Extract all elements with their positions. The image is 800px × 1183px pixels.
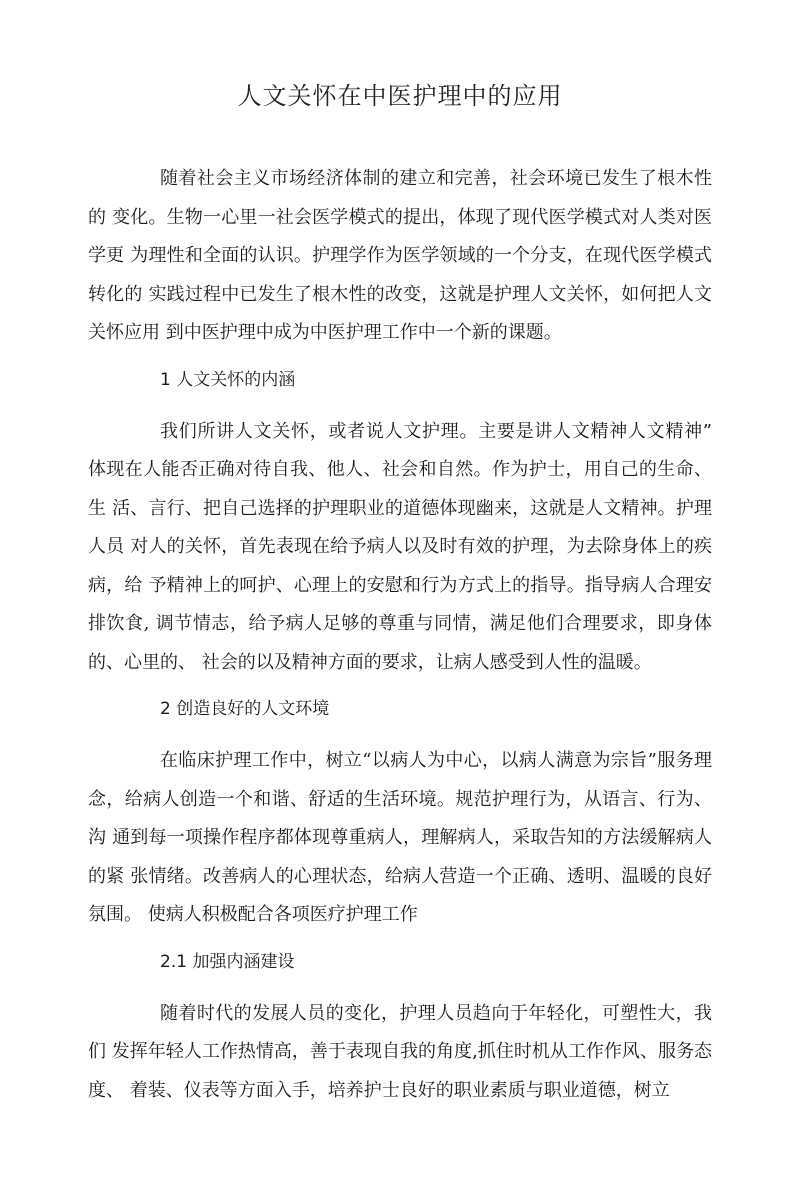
section-heading-2-1: 2.1 加强内涵建设 xyxy=(160,951,295,972)
section-1-paragraph: 我们所讲人文关怀，或者说人文护理。主要是讲人文精神人文精神” 体现在人能否正确对待自我、他人、社会和自然。作为护士，用自己的生命、生 活、言行、把自己选择的护理职业的道德体现幽来，这就是人文精神。护理人员 对人的关怀，首先表现在给予病人以及时有效的护理，为去除身体上的疾病，给 予精神上的呵护、心理上的安慰和行为方式上的指导。指导病人合理安排饮食, 调节情志，给予病人足够的尊重与同情，满足他们合理要求，即身体的、心里的、 社会的以及精神方面的要求，让病人感受到人性的温暖。 xyxy=(88,420,712,673)
document-title: 人文关怀在中医护理中的应用 xyxy=(237,82,563,110)
section-2-1-paragraph: 随着时代的发展人员的变化，护理人员趋向于年轻化，可塑性大，我们 发挥年轻人工作热情高，善于表现自我的角度,抓住时机从工作作风、服务态度、 着装、仪表等方面入手，培养护士良好的职业素质与职业道德，树立 xyxy=(88,1002,712,1101)
section-heading-2: 2 创造良好的人文环境 xyxy=(160,699,330,719)
section-heading-1: 1 人文关怀的内涵 xyxy=(160,369,296,390)
intro-paragraph: 随着社会主义市场经济体制的建立和完善，社会环境已发生了根木性的 变化。生物一心里一社会医学模式的提出，体现了现代医学模式对人类对医学更 为理性和全面的认识。护理学作为医学领域的一个分支，在现代医学模式转化的 实践过程中已发生了根木性的改变，这就是护理人文关怀，如何把人文关怀应用 到中医护理中成为中医护理工作中一个新的课题。 xyxy=(88,168,712,343)
document-body xyxy=(88,160,712,1110)
section-2-paragraph: 在临床护理工作中，树立“以病人为中心，以病人满意为宗旨”服务理 念，给病人创造一个和谐、舒适的生活环境。规范护理行为，从语言、行为、沟 通到每一项操作程序都体现尊重病人，理解病人，采取告知的方法缓解病人的紧 张情绪。改善病人的心理状态，给病人营造一个正确、透明、温暖的良好氛围。 使病人积极配合各项医疗护理工作 xyxy=(88,750,712,925)
